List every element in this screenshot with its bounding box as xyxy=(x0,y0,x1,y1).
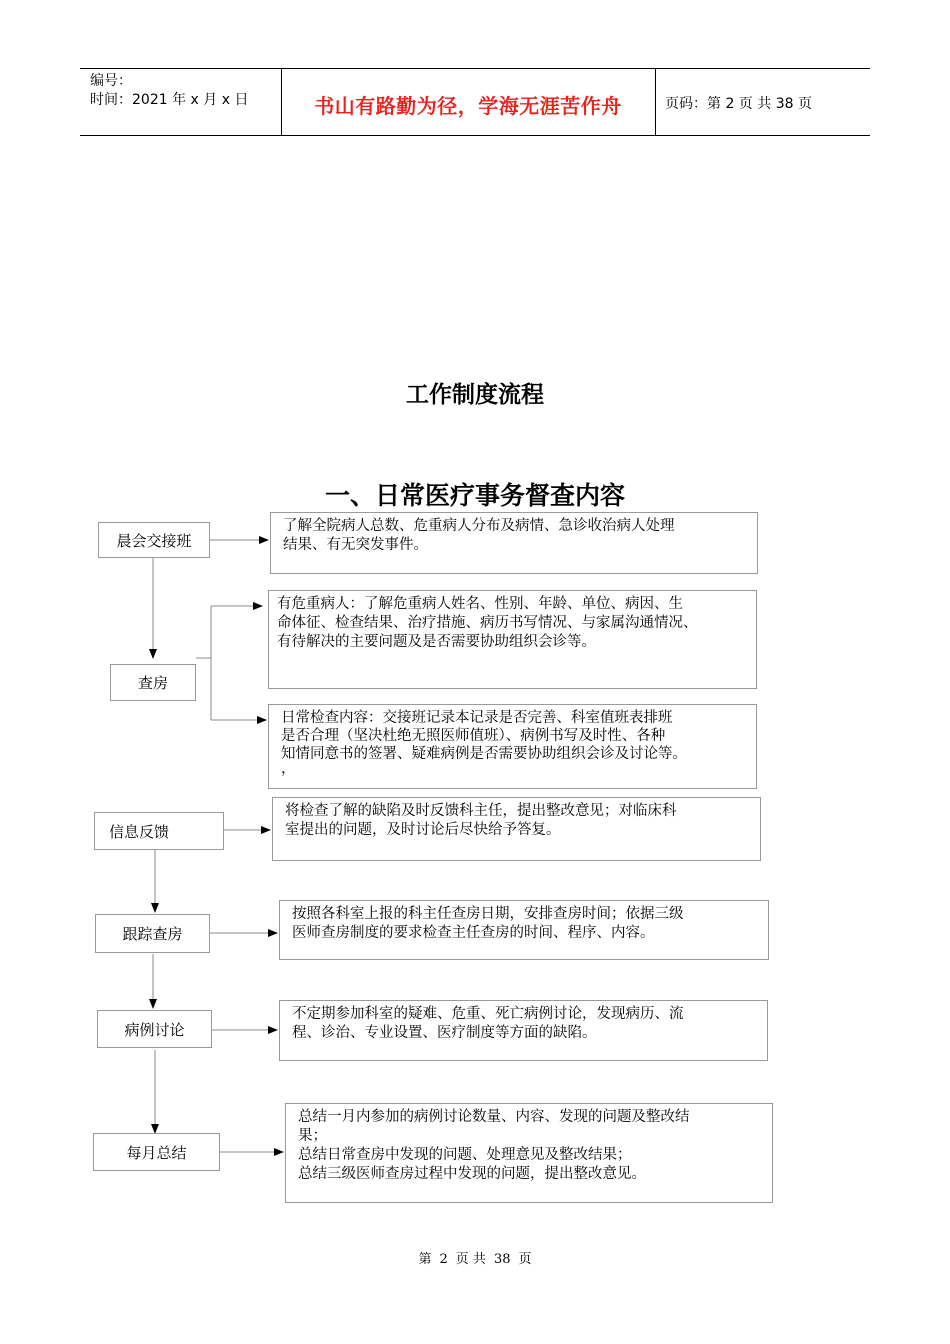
footer-page-number: 2 xyxy=(439,1252,448,1267)
desc-line: 果； xyxy=(298,1128,327,1144)
desc-line: 命体征、检查结果、治疗措施、病历书写情况、与家属沟通情况、 xyxy=(277,615,698,631)
desc-line: 总结一月内参加的病例讨论数量、内容、发现的问题及整改结 xyxy=(298,1109,690,1125)
footer-page-total: 38 xyxy=(493,1252,511,1267)
desc-line: 室提出的问题，及时讨论后尽快给予答复。 xyxy=(285,822,561,838)
desc-line: 结果、有无突发事件。 xyxy=(283,537,428,553)
page-footer xyxy=(0,1248,950,1267)
flow-node-label: 跟踪查房 xyxy=(122,925,183,943)
desc-line: 是否合理（坚决杜绝无照医师值班）、病例书写及时性、各种 xyxy=(281,728,666,744)
desc-line: 总结三级医师查房过程中发现的问题，提出整改意见。 xyxy=(298,1166,646,1182)
desc-line: 程、诊治、专业设置、医疗制度等方面的缺陷。 xyxy=(292,1025,597,1041)
flow-desc-monthly-summary xyxy=(285,1103,773,1203)
flow-node-case-discussion xyxy=(97,1010,212,1048)
desc-line: 将检查了解的缺陷及时反馈科主任，提出整改意见；对临床科 xyxy=(285,803,677,819)
flow-desc-case-discussion xyxy=(279,1000,768,1061)
flow-desc-morning-handover xyxy=(270,512,758,574)
document-number-label: 编号： xyxy=(90,73,132,89)
header-motto: 书山有路勤为径，学海无涯苦作舟 xyxy=(314,94,622,118)
desc-line: 有待解决的主要问题及是否需要协助组织会诊等。 xyxy=(277,634,596,650)
desc-line: 日常检查内容：交接班记录本记录是否完善、科室值班表排班 xyxy=(281,710,673,726)
footer-page-mid: 页 共 xyxy=(455,1252,486,1267)
section-title: 一、日常医疗事务督查内容 xyxy=(324,481,625,510)
desc-line: 按照各科室上报的科主任查房日期，安排查房时间；依据三级 xyxy=(292,906,684,922)
desc-line: 有危重病人：了解危重病人姓名、性别、年龄、单位、病因、生 xyxy=(277,596,683,612)
footer-page-suffix: 页 xyxy=(518,1252,532,1267)
desc-line: 不定期参加科室的疑难、危重、死亡病例讨论，发现病历、流 xyxy=(292,1006,684,1022)
flow-node-label: 每月总结 xyxy=(126,1143,187,1162)
flow-node-morning-handover xyxy=(98,522,210,558)
flow-node-monthly-summary xyxy=(93,1133,220,1171)
desc-line: ， xyxy=(281,761,296,777)
flow-node-label: 病例讨论 xyxy=(124,1020,185,1039)
flow-desc-feedback xyxy=(272,797,761,861)
header-page-label: 页码：第 2 页 共 38 页 xyxy=(665,96,812,112)
desc-line: 医师查房制度的要求检查主任查房的时间、程序、内容。 xyxy=(292,925,655,941)
flow-desc-critical-patients xyxy=(268,590,757,689)
desc-line: 了解全院病人总数、危重病人分布及病情、急诊收治病人处理 xyxy=(283,518,675,534)
desc-line: 总结日常查房中发现的问题、处理意见及整改结果； xyxy=(298,1147,632,1163)
flow-node-ward-rounds xyxy=(110,664,196,701)
flow-node-label: 信息反馈 xyxy=(109,822,170,841)
flow-desc-followup-rounds xyxy=(279,900,769,960)
flow-desc-daily-inspection xyxy=(268,704,757,789)
flow-node-feedback xyxy=(94,812,224,850)
flow-node-label: 晨会交接班 xyxy=(116,531,192,550)
desc-line: 知情同意书的签署、疑难病例是否需要协助组织会诊及讨论等。 xyxy=(281,746,687,762)
footer-page-prefix: 第 xyxy=(418,1252,432,1267)
document-date-label: 时间：2021 年 x 月 x 日 xyxy=(90,92,249,108)
flow-node-followup-rounds xyxy=(95,914,210,953)
flow-node-label: 查房 xyxy=(137,674,168,692)
page-title: 工作制度流程 xyxy=(406,382,544,408)
